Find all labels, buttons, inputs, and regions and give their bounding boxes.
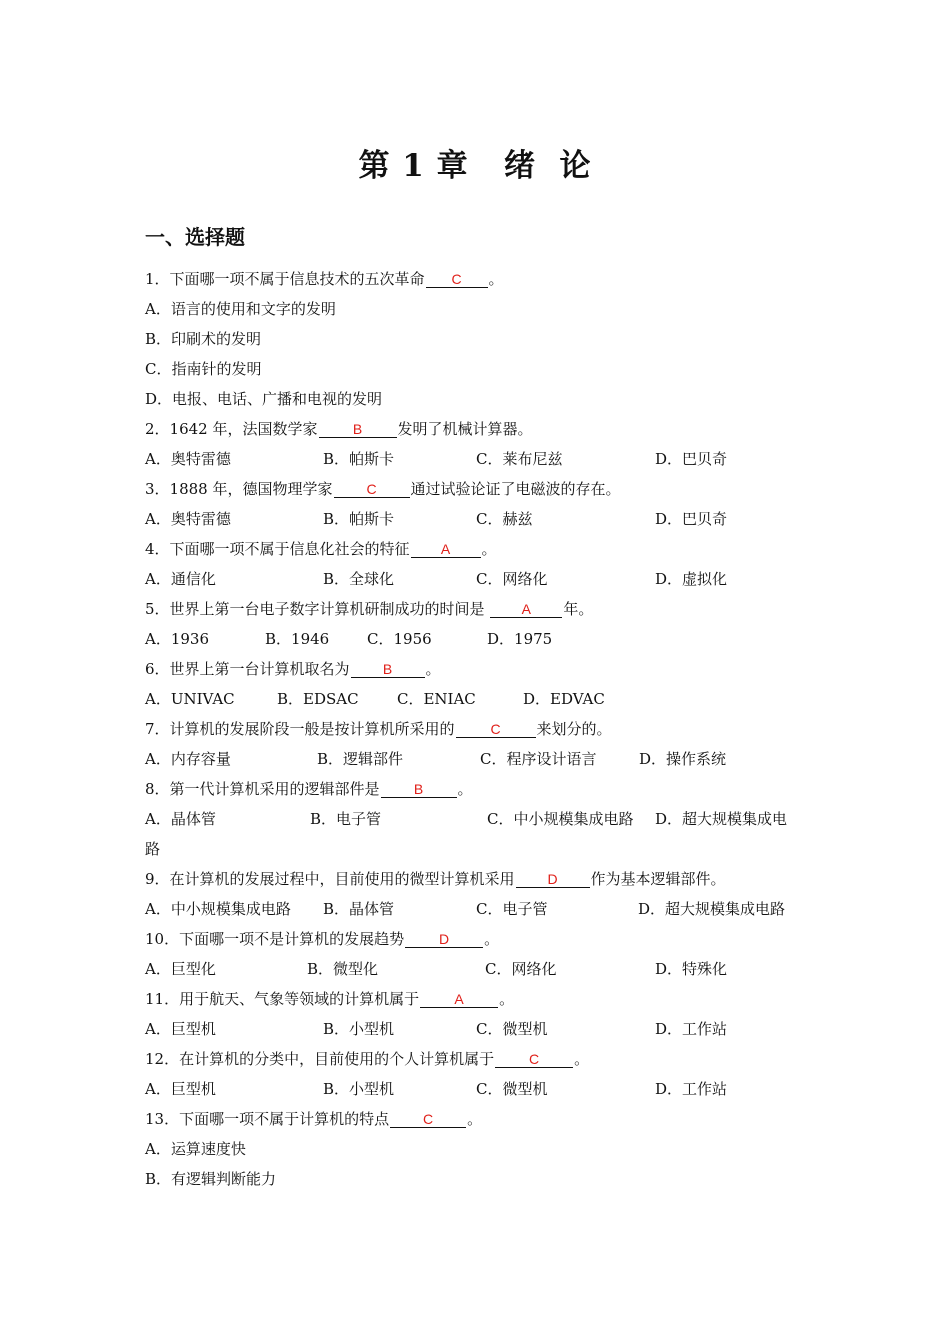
answer-blank[interactable] [516,869,590,888]
option-line [145,296,336,322]
answer-mark: A [521,601,531,617]
question-text-end: 。 [457,780,473,798]
option: D．巴贝奇 [655,510,728,528]
option: C．1956 [367,630,432,648]
option: B．EDSAC [277,690,359,708]
question-text-end: 来划分的。 [536,720,612,738]
question-stem [145,926,499,952]
option: D．工作站 [655,1080,728,1098]
question-text: 11．用于航天、气象等领域的计算机属于 [145,990,420,1008]
answer-mark: C [451,271,462,287]
answer-blank[interactable] [456,719,536,738]
question-text-end: 。 [499,990,515,1008]
answer-mark: D [547,871,558,887]
question-text-end: 。 [425,660,441,678]
question-stem [145,656,441,682]
option: C．莱布尼兹 [476,450,563,468]
option: B．帕斯卡 [323,510,395,528]
question-stem [145,536,497,562]
option: A．语言的使用和文字的发明 [145,300,336,318]
option-line [145,1166,276,1192]
question-text: 9．在计算机的发展过程中，目前使用的微型计算机采用 [145,870,515,888]
question-text: 10．下面哪一项不是计算机的发展趋势 [145,930,405,948]
question-text-end: 通过试验论证了电磁波的存在。 [410,480,621,498]
answer-mark: A [454,991,464,1007]
question-stem [145,416,533,442]
option-wrap-line [145,836,160,862]
option-line [145,356,261,382]
answer-mark: D [439,931,450,947]
option: A．通信化 [145,570,216,588]
option-line [145,386,382,412]
option: B．帕斯卡 [323,450,395,468]
question-text: 12．在计算机的分类中，目前使用的个人计算机属于 [145,1050,495,1068]
question-text: 8．第一代计算机采用的逻辑部件是 [145,780,380,798]
question-stem [145,476,621,502]
question-text: 6．世界上第一台计算机取名为 [145,660,350,678]
option: A．晶体管 [145,810,216,828]
option: D．EDVAC [523,690,605,708]
option: D．1975 [487,630,553,648]
option: C．微型机 [476,1020,548,1038]
option: C．网络化 [476,570,548,588]
answer-blank[interactable] [405,929,483,948]
option: B．1946 [265,630,330,648]
question-stem [145,266,504,292]
answer-mark: C [366,481,377,497]
question-text-end: 。 [467,1110,483,1128]
option: B．有逻辑判断能力 [145,1170,277,1188]
question-stem [145,776,473,802]
answer-mark: C [423,1111,434,1127]
option: D．巴贝奇 [655,450,728,468]
question-stem [145,1046,589,1072]
question-text: 3．1888 年，德国物理学家 [145,480,333,498]
answer-blank[interactable] [495,1049,573,1068]
option-continuation: 路 [145,840,161,858]
option: C．指南针的发明 [145,360,262,378]
option: C．中小规模集成电路 [487,810,634,828]
option: A．巨型化 [145,960,216,978]
answer-mark: B [382,661,393,677]
option: A．巨型机 [145,1080,216,1098]
question-text: 5．世界上第一台电子数字计算机研制成功的时间是 [145,600,490,618]
option: A．运算速度快 [145,1140,246,1158]
option: D．电报、电话、广播和电视的发明 [145,390,383,408]
option: A．UNIVAC [145,690,235,708]
question-text: 2．1642 年，法国数学家 [145,420,318,438]
option: D．超大规模集成电路 [638,900,786,918]
answer-blank[interactable] [381,779,457,798]
answer-blank[interactable] [411,539,481,558]
option: C．微型机 [476,1080,548,1098]
option: D．超大规模集成电 [655,810,788,828]
question-text-end: 作为基本逻辑部件。 [590,870,726,888]
question-stem [145,986,514,1012]
chapter-title: 第 1 章 绪 论 [358,148,592,184]
option: A．奥特雷德 [145,510,231,528]
answer-blank[interactable] [390,1109,466,1128]
question-text: 4．下面哪一项不属于信息化社会的特征 [145,540,410,558]
option: B．晶体管 [323,900,395,918]
option: B．微型化 [307,960,379,978]
question-text-end: 。 [488,270,504,288]
option: A．巨型机 [145,1020,216,1038]
question-text-end: 。 [574,1050,590,1068]
answer-mark: A [440,541,451,557]
question-stem [145,716,612,742]
answer-mark: B [413,781,424,797]
question-text-end: 发明了机械计算器。 [397,420,533,438]
option: A．中小规模集成电路 [145,900,291,918]
answer-blank[interactable] [420,989,498,1008]
question-text-end: 年。 [563,600,594,618]
answer-blank[interactable] [426,269,488,288]
answer-mark: C [529,1051,540,1067]
question-text: 1．下面哪一项不属于信息技术的五次革命 [145,270,425,288]
question-stem [145,1106,482,1132]
option: A．内存容量 [145,750,231,768]
option-line [145,326,261,352]
question-stem [145,596,593,622]
answer-blank[interactable] [351,659,425,678]
option-line [145,1136,246,1162]
question-text-end: 。 [481,540,497,558]
answer-mark: B [352,421,363,437]
answer-blank[interactable] [490,599,562,618]
option: C．ENIAC [397,690,476,708]
option: C．电子管 [476,900,548,918]
option: D．虚拟化 [655,570,728,588]
option: B．小型机 [323,1020,395,1038]
option: C．网络化 [485,960,557,978]
section-heading: 一、选择题 [145,225,245,249]
question-text: 13．下面哪一项不属于计算机的特点 [145,1110,390,1128]
option: C．赫兹 [476,510,533,528]
option: C．程序设计语言 [480,750,597,768]
option: D．工作站 [655,1020,728,1038]
option: D．操作系统 [639,750,727,768]
question-text: 7．计算机的发展阶段一般是按计算机所采用的 [145,720,455,738]
option: B．印刷术的发明 [145,330,262,348]
option: A．奥特雷德 [145,450,231,468]
answer-blank[interactable] [319,419,397,438]
option: B．小型机 [323,1080,395,1098]
answer-blank[interactable] [334,479,410,498]
option: A．1936 [145,630,210,648]
option: B．电子管 [310,810,382,828]
answer-mark: C [490,721,501,737]
question-text-end: 。 [484,930,500,948]
question-stem [145,866,726,892]
option: B．全球化 [323,570,395,588]
option: D．特殊化 [655,960,728,978]
option: B．逻辑部件 [317,750,404,768]
